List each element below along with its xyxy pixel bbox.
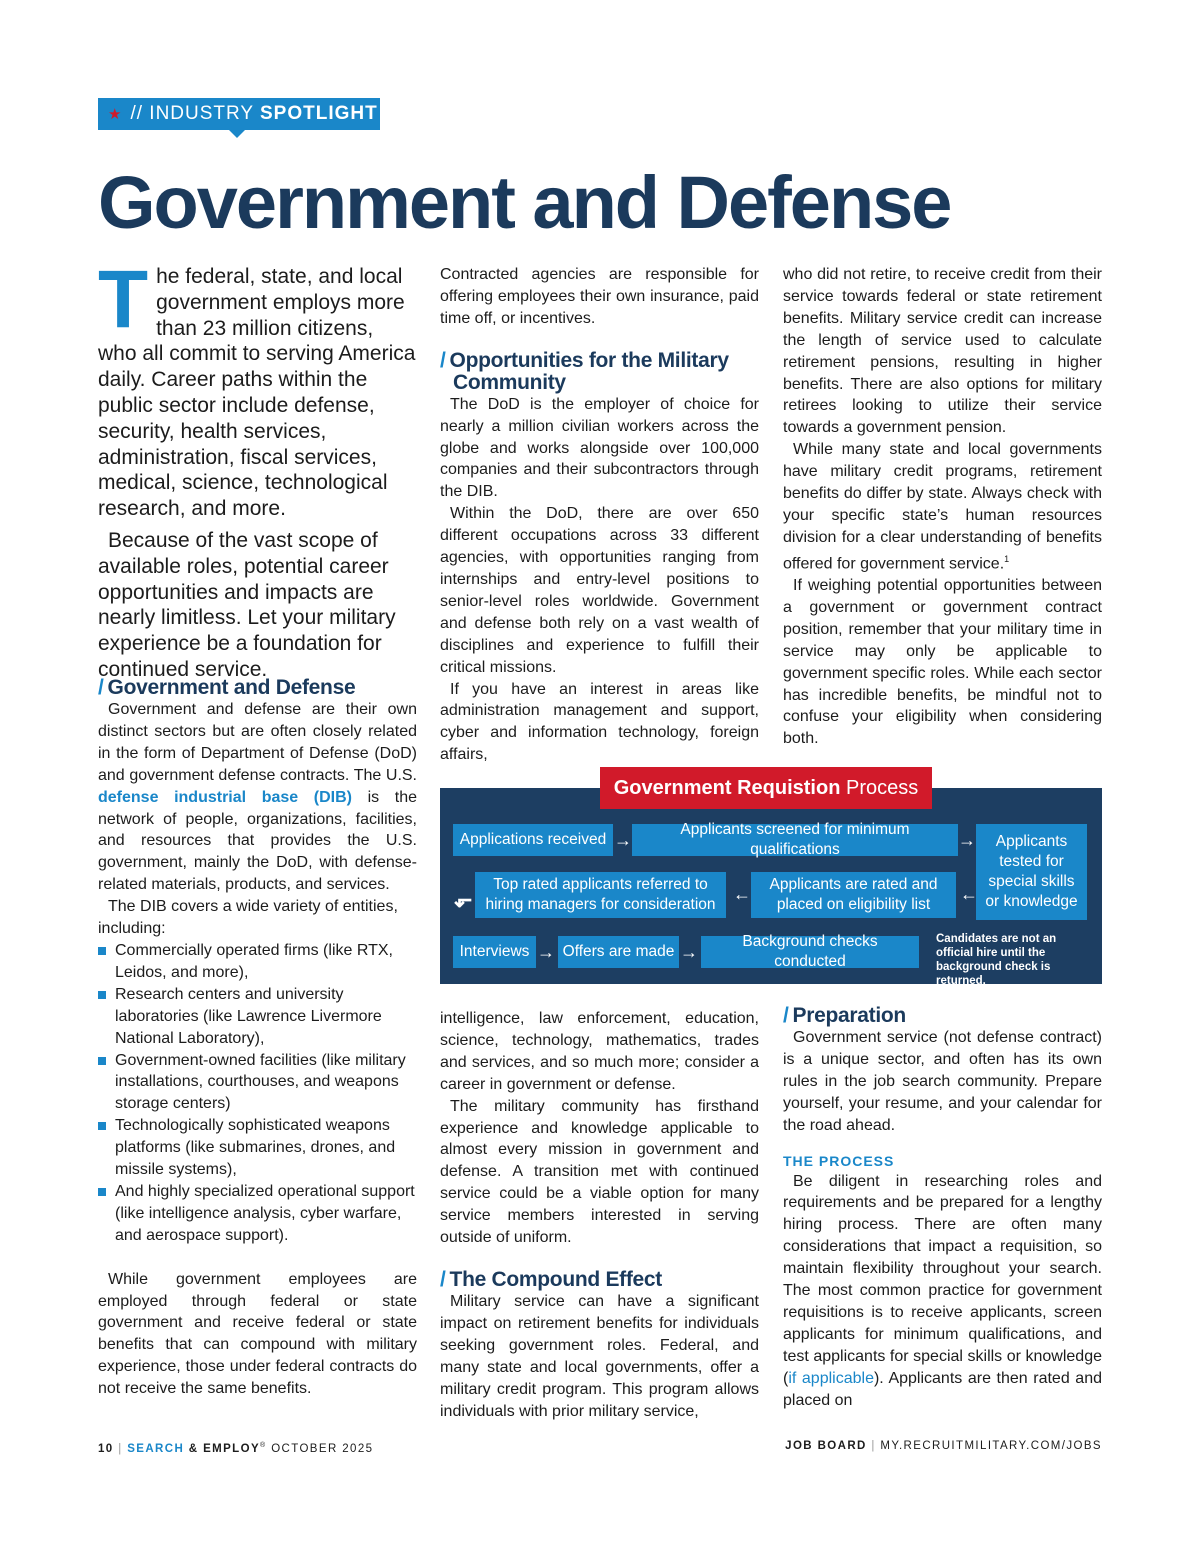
section-heading-opportunities: / Opportunities for the Military Community <box>440 348 729 394</box>
intro-paragraph-2: Because of the vast scope of available roles, potential career opportunities and impacts are nearly limitless. Let your military experience be a foundation for continued service. <box>98 528 396 681</box>
if-applicable-link[interactable]: if applicable <box>788 1369 874 1387</box>
list-item: And highly specialized operational support (like intelligence analysis, cyber warfare, and aerospace support). <box>98 1181 417 1247</box>
section-heading-text: Preparation <box>792 1004 906 1027</box>
footer-left <box>98 1442 373 1455</box>
paragraph: intelligence, law enforcement, education, science, technology, mathematics, trades and services, and so much more; consider a career in government or defense. <box>440 1010 759 1093</box>
step-top-rated-referred: Top rated applicants referred to hiring managers for consideration <box>475 872 726 918</box>
tag-prefix: // INDUSTRY <box>130 103 254 124</box>
down-left-arrow-icon: ⬐ <box>454 887 473 912</box>
step-background-checks: Background checks conducted <box>701 936 919 968</box>
issue-date: OCTOBER 2025 <box>266 1442 374 1455</box>
arrow-right-icon: → <box>680 942 698 962</box>
arrow-right-icon: → <box>537 942 555 962</box>
drop-cap: T <box>98 254 149 345</box>
section-heading-preparation: / Preparation <box>783 1004 906 1027</box>
section-heading-compound-effect: / The Compound Effect <box>440 1267 662 1291</box>
step-interviews: Interviews <box>453 936 536 968</box>
list-item: Research centers and university laboratories (like Lawrence Livermore National Laboratory), <box>98 984 417 1050</box>
intro-paragraph-1 <box>98 254 416 522</box>
paragraph: If you have an interest in areas like administration management and support, cyber and information technology, foreign affairs, <box>440 680 759 764</box>
paragraph: Contracted agencies are responsible for offering employees their own insurance, paid time off, or incentives. <box>440 266 759 327</box>
column-3-upper <box>783 264 1102 750</box>
paragraph <box>783 439 1102 575</box>
registered-mark: ® <box>260 1442 267 1449</box>
diagram-title <box>600 767 932 809</box>
arrow-right-icon: → <box>614 830 632 850</box>
column-2-upper <box>440 264 759 766</box>
step-applicants-rated: Applicants are rated and placed on eligibility list <box>751 872 956 918</box>
paragraph <box>783 1171 1102 1412</box>
arrow-left-icon: ← <box>733 884 751 904</box>
step-applicants-tested: Applicants tested for special skills or knowledge <box>976 824 1087 920</box>
paragraph: Government service (not defense contract) is a unique sector, and often has its own rules in the job search community. Prepare yourself, your resume, and your calendar for the road ahead. <box>783 1029 1102 1134</box>
footer-right <box>785 1440 1102 1452</box>
dib-entity-list <box>98 940 417 1247</box>
tag-bold: SPOTLIGHT <box>260 103 378 124</box>
text: While many state and local governments have military credit programs, retirement benefits do differ by state. Always check with your specific state’s human resources division for a clear understanding of benefits offered for government service. <box>783 441 1102 573</box>
column-3-lower <box>783 1005 1102 1412</box>
list-item: Government-owned facilities (like military installations, courthouses, and weapons storage centers) <box>98 1050 417 1116</box>
step-applicants-screened: Applicants screened for minimum qualifications <box>632 824 958 856</box>
section-heading-gov-defense: / Government and Defense <box>98 676 356 699</box>
column-2-lower <box>440 1008 759 1422</box>
section-heading-text: Government and Defense <box>107 676 356 699</box>
paragraph: The DIB covers a wide variety of entities, including: <box>98 898 398 938</box>
arrow-left-icon: ← <box>960 884 978 904</box>
paragraph: Military service can have a significant impact on retirement benefits for individuals seeking government roles. Federal, and many state and local governments, offer a military credit program. This program allows individuals with prior military service, <box>440 1292 759 1420</box>
brand-employ: & EMPLOY <box>184 1442 261 1455</box>
arrow-right-icon: → <box>958 830 976 850</box>
paragraph: who did not retire, to receive credit from their service towards federal or state retirement benefits. Military service credit can increase the length of service used to calculate retirement pensions, resulting in higher benefits. There are also options for military retirees looking to utilize their service towards a government pension. <box>783 266 1102 437</box>
footer-separator: | <box>118 1442 123 1455</box>
diagram-title-rest: Process <box>840 777 919 799</box>
text: ). Applicants are then rated and placed on <box>783 1369 1102 1409</box>
footer-separator: | <box>871 1440 876 1452</box>
text: is the network of people, organizations, facilities, and resources that provides the U.S. government, mainly the DoD, with defense-related materials, products, and services. <box>98 788 417 894</box>
section-heading-text: The Compound Effect <box>449 1267 662 1291</box>
column-1 <box>98 677 417 1400</box>
page-number: 10 <box>98 1442 114 1455</box>
tag-notch <box>228 129 246 138</box>
diagram-title-bold: Government Requistion <box>613 777 841 799</box>
list-item: Technologically sophisticated weapons platforms (like submarines, drones, and missile systems), <box>98 1115 417 1181</box>
paragraph <box>98 699 417 896</box>
paragraph: The military community has firsthand experience and knowledge applicable to almost every mission in government and defense. A transition met with continued service could be a viable option for many service members interested in serving outside of uniform. <box>440 1097 759 1247</box>
job-board-label: JOB BOARD <box>785 1440 867 1452</box>
industry-spotlight-tag <box>98 98 380 130</box>
step-applications-received: Applications received <box>453 824 613 856</box>
intro-text-1: he federal, state, and local government employs more than 23 million citizens, who all commit to serving America daily. Career paths within the public sector include defense, security, health services, administration, fiscal services, medical, science, technological research, and more. <box>98 265 416 521</box>
diagram-note: Candidates are not an official hire until the background check is returned. <box>936 933 1057 987</box>
subheading-the-process: THE PROCESS <box>783 1152 895 1169</box>
dib-link[interactable]: defense industrial base (DIB) <box>98 788 352 806</box>
text: Government and defense are their own distinct sectors but are often closely related in the form of Department of Defense (DoD) and government defense contracts. The U.S. <box>98 701 417 784</box>
job-board-url[interactable]: MY.RECRUITMILITARY.COM/JOBS <box>880 1440 1102 1452</box>
text: Be diligent in researching roles and requirements and be prepared for a lengthy hiring process. There are often many considerations that impact a requisition, so maintain flexibility throughout your search. The most common practice for government requisitions is to receive applicants, screen applicants for minimum qualifications, and test applicants for special skills or knowledge ( <box>783 1172 1102 1387</box>
step-offers-made: Offers are made <box>558 936 679 968</box>
paragraph: If weighing potential opportunities between a government or government contract position, remember that your military time in service may only be applicable to government specific roles. While each sector has incredible benefits, be mindful not to confuse your eligibility when considering both. <box>783 577 1102 748</box>
brand-search: SEARCH <box>127 1442 185 1455</box>
paragraph: Within the DoD, there are over 650 different occupations across 33 different agencies, with opportunities ranging from internships and entry-level positions to senior-level roles worldwide. Government and defense both rely on a vast wealth of disciplines and experience to fulfill their critical missions. <box>440 505 759 676</box>
paragraph: The DoD is the employer of choice for nearly a million civilian workers across the globe and works alongside over 100,000 companies and their subcontractors through the DIB. <box>440 395 759 501</box>
intro <box>98 254 416 683</box>
section-heading-text: Opportunities for the Military Community <box>449 348 729 394</box>
star-icon: ★ <box>108 106 123 123</box>
list-item: Commercially operated firms (like RTX, Leidos, and more), <box>98 940 417 984</box>
paragraph: While government employees are employed through federal or state government and receive federal or state benefits that can compound with military experience, those under federal contracts do not receive the same benefits. <box>98 1270 417 1398</box>
footnote-marker: 1 <box>1004 553 1010 564</box>
page-title: Government and Defense <box>98 161 951 244</box>
